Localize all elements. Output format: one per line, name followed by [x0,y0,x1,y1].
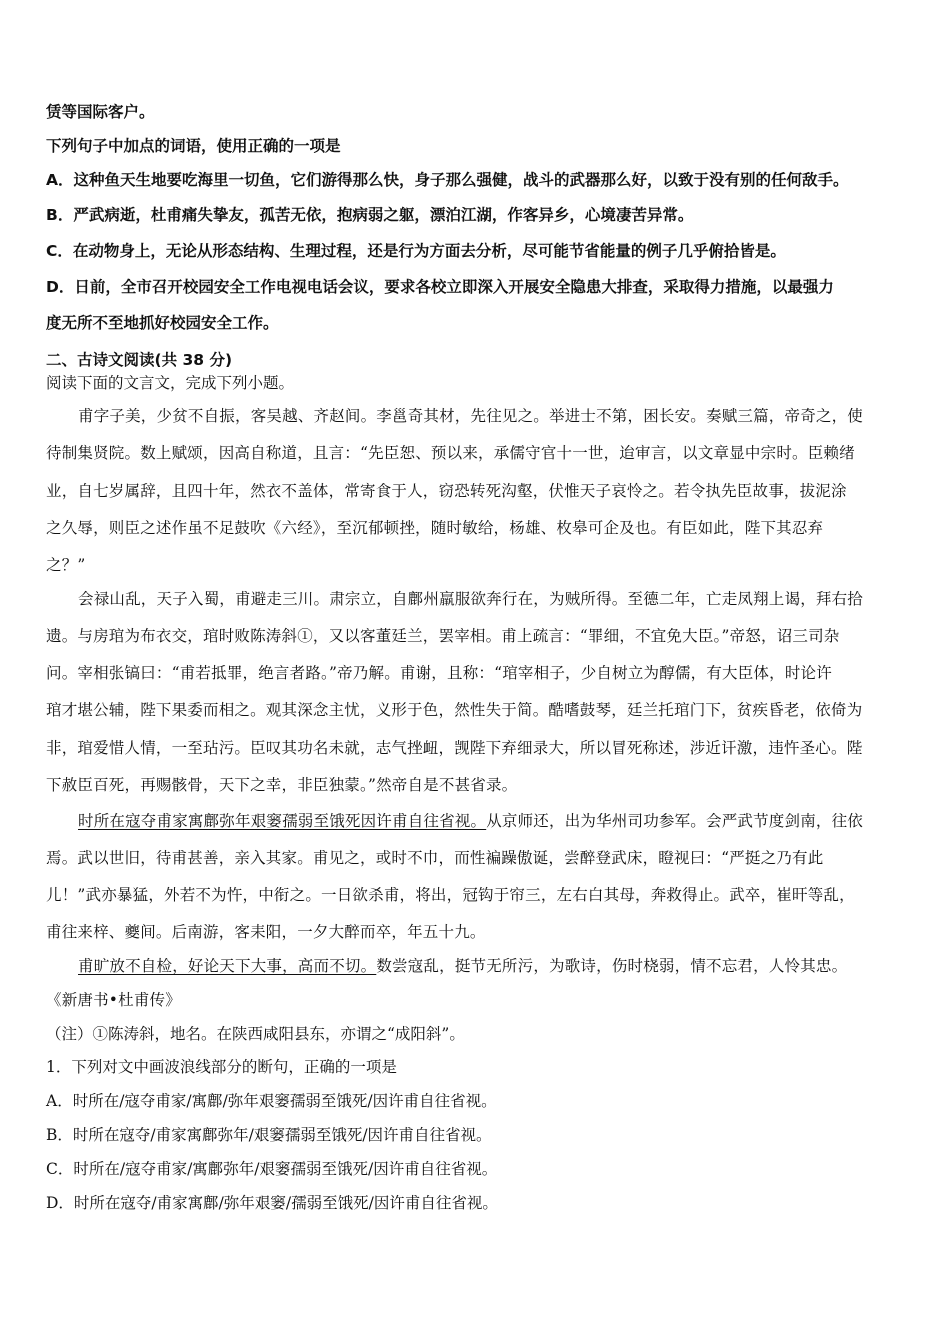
wavy-underlined-sentence: 时所在寇夺甫家寓鄜弥年艰窭孺弱至饿死因许甫自往省视。 [78,812,487,830]
passage-p2-line5: 非，琯爱惜人情，一至玷污。臣叹其功名未就，志气挫衄，觊陛下弃细录大，所以冒死称述，涉近讦激，违忤圣心。陛 [46,739,863,757]
section-heading: 二、古诗文阅读(共 38 分) [46,351,233,369]
passage-p3-line1-rest: 从京师还，出为华州司功参军。会严武节度剑南，往依 [486,812,864,830]
continued-text-line: 赁等国际客户。 [46,103,155,121]
passage-note: （注）①陈涛斜，地名。在陕西咸阳县东，亦谓之“成阳斜”。 [46,1025,465,1043]
passage-source: 《新唐书•杜甫传》 [46,991,181,1009]
section-instruction: 阅读下面的文言文，完成下列小题。 [46,374,295,392]
passage-p3-line2: 焉。武以世旧，待甫甚善，亲入其家。甫见之，或时不巾，而性褊躁傲诞，尝醉登武床，瞪视曰：“严挺之乃有此 [46,849,824,867]
option-d-line2: 度无所不至地抓好校园安全工作。 [46,314,279,332]
passage-p1-line4: 之久辱，则臣之述作虽不足鼓吹《六经》，至沉郁顿挫，随时敏给，杨雄、枚皋可企及也。有臣如此，陛下其忍弃 [46,519,824,537]
option-b: B．严武病逝，杜甫痛失挚友，孤苦无依，抱病弱之躯，漂泊江湖，作客异乡，心境凄苦异常。 [46,206,694,224]
passage-p2-line2: 遗。与房琯为布衣交，琯时败陈涛斜①，又以客董廷兰，罢宰相。甫上疏言：“罪细，不宜免大臣。”帝怒，诏三司杂 [46,627,840,645]
passage-p1-line5: 之？” [46,556,86,574]
passage-p3-line4: 甫往来梓、夔间。后南游，客耒阳，一夕大醉而卒，年五十九。 [46,923,486,941]
question-1-option-a: A．时所在/寇夺甫家/寓鄜/弥年艰窭孺弱至饿死/因许甫自往省视。 [46,1092,497,1110]
passage-p2-line6: 下赦臣百死，再赐骸骨，天下之幸，非臣独蒙。”然帝自是不甚省录。 [46,776,518,794]
question-1-option-c: C．时所在/寇夺甫家/寓鄜弥年/艰窭孺弱至饿死/因许甫自往省视。 [46,1160,498,1178]
option-a: A．这种鱼天生地要吃海里一切鱼，它们游得那么快，身子那么强健，战斗的武器那么好，以致于没有别的任何敌手。 [46,171,849,189]
passage-p4-line1-rest: 数尝寇乱，挺节无所污，为歌诗，伤时桡弱，情不忘君，人怜其忠。 [376,957,848,975]
question-1-stem: 1．下列对文中画波浪线部分的断句，正确的一项是 [46,1058,397,1076]
passage-p2-line4: 琯才堪公辅，陛下果委而相之。观其深念主忧，义形于色，然性失于简。酷嗜鼓琴，廷兰托琯门下，贫疾昏老，依倚为 [46,701,863,719]
passage-p1-line3: 业，自七岁属辞，且四十年，然衣不盖体，常寄食于人，窃恐转死沟壑，伏惟天子哀怜之。若令执先臣故事，拔泥涂 [46,482,847,500]
passage-p3-line3: 儿！”武亦暴猛，外若不为忤，中衔之。一日欲杀甫，将出，冠钩于帘三，左右白其母，奔救得止。武卒，崔旰等乱， [46,886,855,904]
underlined-sentence: 甫旷放不自检，好论天下大事，高而不切。 [78,957,377,975]
passage-p1-line1: 甫字子美，少贫不自振，客吴越、齐赵间。李邕奇其材，先往见之。举进士不第，困长安。奏赋三篇，帝奇之，使 [78,407,864,425]
passage-p4-line1 [78,956,847,976]
option-c: C．在动物身上，无论从形态结构、生理过程，还是行为方面去分析，尽可能节省能量的例子几乎俯拾皆是。 [46,242,786,260]
passage-p2-line3: 问。宰相张镐曰：“甫若抵罪，绝言者路。”帝乃解。甫谢，且称：“琯宰相子，少自树立为醇儒，有大臣体，时论许 [46,664,832,682]
question-1-option-d: D．时所在寇夺/甫家寓鄜/弥年艰窭/孺弱至饿死/因许甫自往省视。 [46,1194,498,1212]
passage-p1-line2: 待制集贤院。数上赋颂，因高自称道，且言：“先臣恕、预以来，承儒守官十一世，迨审言，以文章显中宗时。臣赖绪 [46,444,855,462]
passage-p2-line1: 会禄山乱，天子入蜀，甫避走三川。肃宗立，自鄜州羸服欲奔行在，为贼所得。至德二年，亡走凤翔上谒，拜右拾 [78,590,864,608]
question-stem: 下列句子中加点的词语，使用正确的一项是 [46,137,341,155]
question-1-option-b: B．时所在寇夺/甫家寓鄜弥年/艰窭孺弱至饿死/因许甫自往省视。 [46,1126,492,1144]
option-d-line1: D．日前，全市召开校园安全工作电视电话会议，要求各校立即深入开展安全隐患大排查，采取得力措施，以最强力 [46,278,834,296]
passage-p3-line1 [78,811,863,831]
